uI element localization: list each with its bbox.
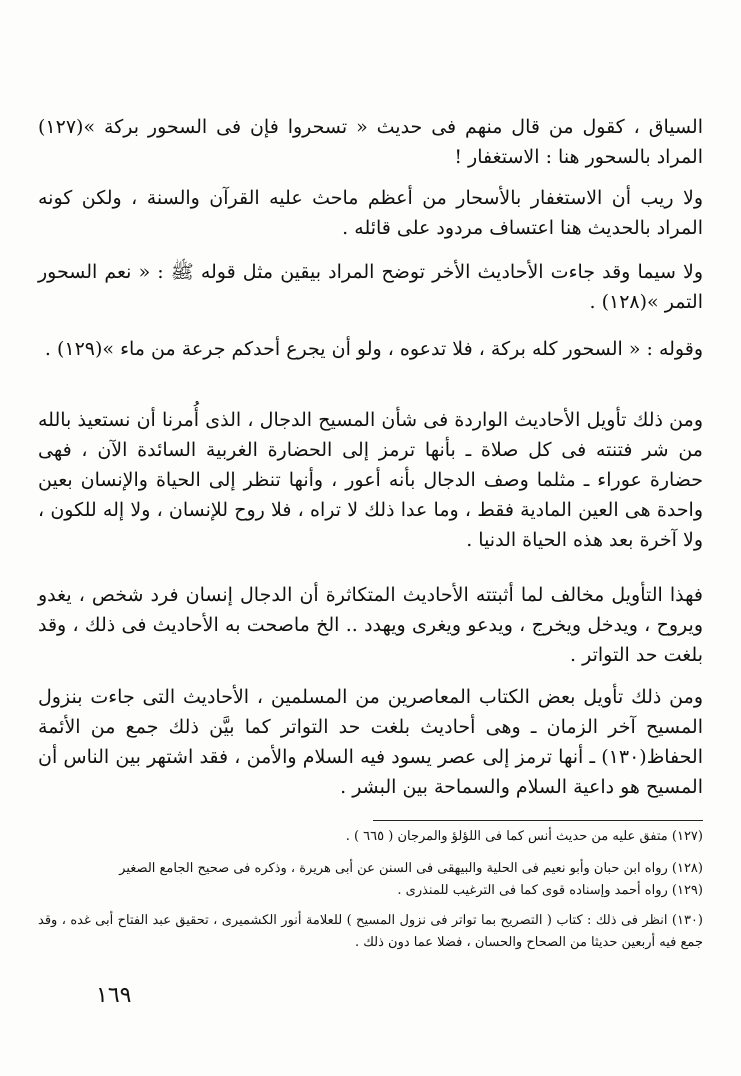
body-paragraph-3: ولا سيما وقد جاءت الأحاديث الأخر توضح المراد بيقين مثل قوله ﷺ : « نعم السحور التمر »(١٢٨) .	[38, 261, 703, 313]
body-paragraph-6: فهذا التأويل مخالف لما أثبتته الأحاديث المتكاثرة أن الدجال إنسان فرد شخص ، يغدو ويروح ، ويدخل ويخرج ، ويدعو ويغرى ويهدد .. الخ ماصحت به الأحاديث فى ذلك ، وقد بلغت حد التواتر .	[38, 584, 703, 666]
page-number: ١٦٩	[96, 983, 132, 1008]
footnote-129: (١٢٩) رواه أحمد وإسناده قوى كما فى الترغيب للمنذرى .	[397, 883, 703, 898]
body-paragraph-1: السياق ، كقول من قال منهم فى حديث « تسحروا فإن فى السحور بركة »(١٢٧) المراد بالسحور هنا : الاستغفار !	[38, 116, 703, 168]
footnote-separator	[373, 820, 703, 821]
body-paragraph-7: ومن ذلك تأويل بعض الكتاب المعاصرين من المسلمين ، الأحاديث التى جاءت بنزول المسيح آخر الزمان ـ وهى أحاديث بلغت حد التواتر كما بيَّن ذلك جمع من الأئمة الحفاظ(١٣٠) ـ أنها ترمز إلى عصر يسود فيه السلام والأمن ، فقد اشتهر بين الناس أن المسيح هو داعية السلام والسماحة بين البشر .	[38, 686, 703, 798]
body-paragraph-4: وقوله : « السحور كله بركة ، فلا تدعوه ، ولو أن يجرع أحدكم جرعة من ماء »(١٢٩) .	[44, 338, 703, 360]
body-paragraph-5: ومن ذلك تأويل الأحاديث الواردة فى شأن المسيح الدجال ، الذى أُمرنا أن نستعيذ بالله من شر فتنته فى كل صلاة ـ بأنها ترمز إلى الحضارة الغربية السائدة الآن ، فهى حضارة عوراء ـ مثلما وصف الدجال بأنه أعور ، وأنها تنظر إلى الحياة والإنسان بعين واحدة هى العين المادية فقط ، وما عدا ذلك لا تراه ، فلا روح للإنسان ، ولا إله للكون ، ولا آخرة بعد هذه الحياة الدنيا .	[38, 409, 703, 551]
footnote-128: (١٢٨) رواه ابن حبان وأبو نعيم فى الحلية والبيهقى فى السنن عن أبى هريرة ، وذكره فى صحيح الجامع الصغير	[119, 861, 703, 876]
footnote-127: (١٢٧) متفق عليه من حديث أنس كما فى اللؤلؤ والمرجان ( ٦٦٥ ) .	[345, 829, 703, 844]
body-paragraph-2: ولا ريب أن الاستغفار بالأسحار من أعظم ماحث عليه القرآن والسنة ، ولكن كونه المراد بالحديث هنا اعتساف مردود على قائله .	[38, 187, 703, 239]
footnote-130: (١٣٠) انظر فى ذلك : كتاب ( التصريح بما تواتر فى نزول المسيح ) للعلامة أنور الكشميرى ، تحقيق عبد الفتاح أبى غده ، وقد جمع فيه أربعين حديثا من الصحاح والحسان ، فضلا عما دون ذلك .	[38, 913, 703, 950]
